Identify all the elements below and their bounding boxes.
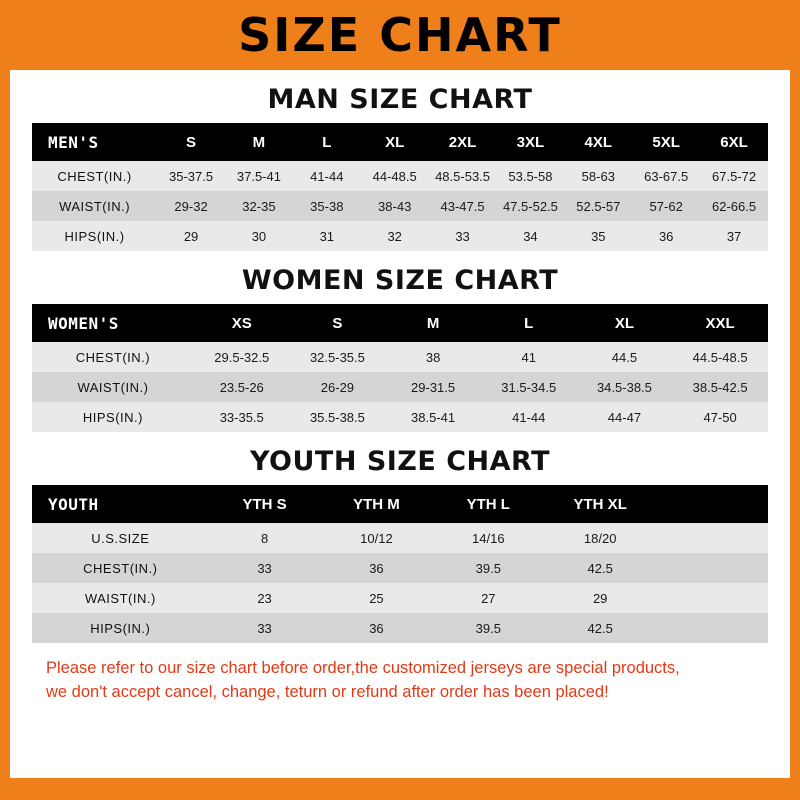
women-row-label-1: WAIST(IN.): [32, 372, 194, 402]
youth-row-label-3: HIPS(IN.): [32, 613, 209, 643]
table-row: [32, 161, 768, 191]
men-cell-2-5: 34: [496, 221, 564, 251]
footer-note: [32, 657, 768, 705]
section-title-men: MAN SIZE CHART: [267, 84, 533, 115]
men-col-4: 2XL: [429, 123, 497, 161]
men-cell-2-2: 31: [293, 221, 361, 251]
table-row: [32, 523, 768, 553]
youth-col-2: YTH L: [432, 485, 544, 523]
women-col-5: XXL: [672, 304, 768, 342]
footer-note-line-2: we don't accept cancel, change, teturn or refund after order has been placed!: [46, 682, 609, 701]
men-cell-1-0: 29-32: [157, 191, 225, 221]
table-header-row: [32, 485, 768, 523]
youth-cell-1-0: 33: [209, 553, 321, 583]
men-cell-0-6: 58-63: [564, 161, 632, 191]
youth-cell-0-4: [656, 523, 768, 553]
table-row: [32, 191, 768, 221]
youth-cell-2-3: 29: [544, 583, 656, 613]
women-row-label-2: HIPS(IN.): [32, 402, 194, 432]
women-row-label-0: CHEST(IN.): [32, 342, 194, 372]
youth-cell-1-3: 42.5: [544, 553, 656, 583]
men-cell-1-5: 47.5-52.5: [496, 191, 564, 221]
youth-cell-0-3: 18/20: [544, 523, 656, 553]
men-cell-0-2: 41-44: [293, 161, 361, 191]
men-col-7: 5XL: [632, 123, 700, 161]
men-col-8: 6XL: [700, 123, 768, 161]
men-cell-2-6: 35: [564, 221, 632, 251]
men-cell-0-0: 35-37.5: [157, 161, 225, 191]
men-cell-1-4: 43-47.5: [429, 191, 497, 221]
women-cell-1-1: 26-29: [290, 372, 386, 402]
youth-row-label-2: WAIST(IN.): [32, 583, 209, 613]
men-cell-2-8: 37: [700, 221, 768, 251]
women-cell-1-5: 38.5-42.5: [672, 372, 768, 402]
women-cell-0-4: 44.5: [577, 342, 673, 372]
youth-cell-2-1: 25: [321, 583, 433, 613]
table-row: [32, 342, 768, 372]
youth-corner-label: YOUTH: [32, 485, 209, 523]
table-header-row: [32, 304, 768, 342]
youth-cell-2-2: 27: [432, 583, 544, 613]
men-row-label-1: WAIST(IN.): [32, 191, 157, 221]
women-col-3: L: [481, 304, 577, 342]
table-row: [32, 613, 768, 643]
men-cell-0-4: 48.5-53.5: [429, 161, 497, 191]
section-title-youth: YOUTH SIZE CHART: [249, 446, 551, 477]
table-row: [32, 221, 768, 251]
women-col-1: S: [290, 304, 386, 342]
men-col-5: 3XL: [496, 123, 564, 161]
footer-note-line-1: Please refer to our size chart before order,the customized jerseys are special products,: [46, 659, 680, 677]
youth-size-table: [32, 485, 768, 643]
men-cell-0-5: 53.5-58: [496, 161, 564, 191]
youth-table-body: [32, 523, 768, 643]
men-col-6: 4XL: [564, 123, 632, 161]
youth-cell-0-1: 10/12: [321, 523, 433, 553]
bottom-accent-bar: [0, 778, 800, 800]
youth-cell-0-2: 14/16: [432, 523, 544, 553]
women-cell-0-3: 41: [481, 342, 577, 372]
men-cell-1-7: 57-62: [632, 191, 700, 221]
youth-col-1: YTH M: [321, 485, 433, 523]
men-cell-1-3: 38-43: [361, 191, 429, 221]
youth-cell-2-4: [656, 583, 768, 613]
content-area: [10, 84, 790, 705]
men-cell-1-6: 52.5-57: [564, 191, 632, 221]
women-size-table: [32, 304, 768, 432]
women-cell-1-2: 29-31.5: [385, 372, 481, 402]
men-size-table: [32, 123, 768, 251]
men-cell-1-2: 35-38: [293, 191, 361, 221]
women-corner-label: WOMEN'S: [32, 304, 194, 342]
table-row: [32, 372, 768, 402]
women-cell-2-0: 33-35.5: [194, 402, 290, 432]
women-col-0: XS: [194, 304, 290, 342]
men-col-1: M: [225, 123, 293, 161]
table-row: [32, 553, 768, 583]
women-cell-1-0: 23.5-26: [194, 372, 290, 402]
men-col-3: XL: [361, 123, 429, 161]
men-table-body: [32, 161, 768, 251]
men-cell-0-1: 37.5-41: [225, 161, 293, 191]
men-corner-label: MEN'S: [32, 123, 157, 161]
women-cell-2-4: 44-47: [577, 402, 673, 432]
women-cell-1-4: 34.5-38.5: [577, 372, 673, 402]
table-row: [32, 583, 768, 613]
women-col-2: M: [385, 304, 481, 342]
women-cell-0-2: 38: [385, 342, 481, 372]
men-cell-2-1: 30: [225, 221, 293, 251]
women-cell-2-1: 35.5-38.5: [290, 402, 386, 432]
men-table-header: [32, 123, 768, 161]
men-col-2: L: [293, 123, 361, 161]
women-table-header: [32, 304, 768, 342]
men-col-0: S: [157, 123, 225, 161]
youth-cell-2-0: 23: [209, 583, 321, 613]
men-cell-2-3: 32: [361, 221, 429, 251]
youth-cell-3-3: 42.5: [544, 613, 656, 643]
women-table-body: [32, 342, 768, 432]
youth-table-header: [32, 485, 768, 523]
youth-col-4: [656, 485, 768, 523]
section-title-women: WOMEN SIZE CHART: [241, 265, 559, 296]
header-bar: [0, 0, 800, 70]
men-cell-0-3: 44-48.5: [361, 161, 429, 191]
youth-cell-3-0: 33: [209, 613, 321, 643]
table-header-row: [32, 123, 768, 161]
youth-cell-1-1: 36: [321, 553, 433, 583]
women-cell-0-1: 32.5-35.5: [290, 342, 386, 372]
women-col-4: XL: [577, 304, 673, 342]
youth-cell-0-0: 8: [209, 523, 321, 553]
youth-col-0: YTH S: [209, 485, 321, 523]
women-cell-2-5: 47-50: [672, 402, 768, 432]
men-cell-1-8: 62-66.5: [700, 191, 768, 221]
youth-cell-1-2: 39.5: [432, 553, 544, 583]
youth-cell-3-2: 39.5: [432, 613, 544, 643]
youth-cell-1-4: [656, 553, 768, 583]
table-row: [32, 402, 768, 432]
men-cell-0-7: 63-67.5: [632, 161, 700, 191]
women-cell-0-0: 29.5-32.5: [194, 342, 290, 372]
men-cell-2-0: 29: [157, 221, 225, 251]
men-cell-1-1: 32-35: [225, 191, 293, 221]
women-cell-1-3: 31.5-34.5: [481, 372, 577, 402]
youth-cell-3-1: 36: [321, 613, 433, 643]
men-row-label-2: HIPS(IN.): [32, 221, 157, 251]
page-title: SIZE CHART: [238, 8, 562, 62]
youth-col-3: YTH XL: [544, 485, 656, 523]
youth-row-label-0: U.S.SIZE: [32, 523, 209, 553]
men-cell-2-7: 36: [632, 221, 700, 251]
women-cell-0-5: 44.5-48.5: [672, 342, 768, 372]
men-cell-0-8: 67.5-72: [700, 161, 768, 191]
men-cell-2-4: 33: [429, 221, 497, 251]
men-row-label-0: CHEST(IN.): [32, 161, 157, 191]
youth-row-label-1: CHEST(IN.): [32, 553, 209, 583]
women-cell-2-2: 38.5-41: [385, 402, 481, 432]
women-cell-2-3: 41-44: [481, 402, 577, 432]
youth-cell-3-4: [656, 613, 768, 643]
